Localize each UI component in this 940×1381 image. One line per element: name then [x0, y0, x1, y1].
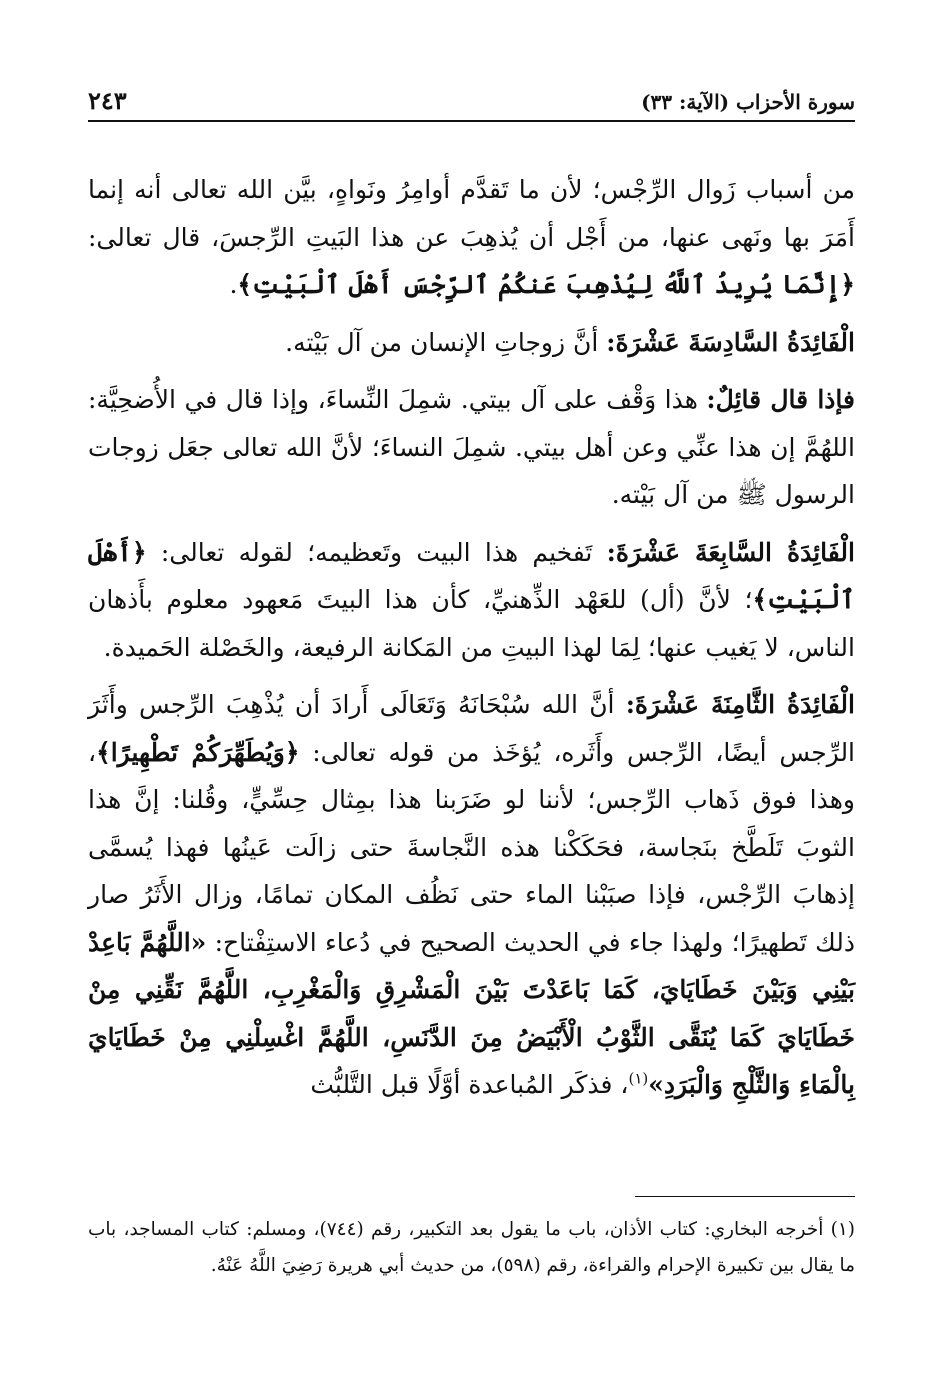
paragraph-text: أنَّ زوجاتِ الإنسان من آل بَيْته. — [285, 327, 607, 357]
hadith-quote: «اللَّهُمَّ بَاعِدْ بَيْنِي وَبَيْنَ خَطَايَايَ، كَمَا بَاعَدْتَ بَيْنَ الْمَشْرِقِ وَالْمَغْرِبِ، اللَّهُمَّ نَقِّنِي مِنْ خَطَايَايَ كَمَا يُنَقَّى الثَّوْبُ الْأَبْيَضُ مِنَ الدَّنَسِ، اللَّهُمَّ اغْسِلْنِي مِنْ خَطَايَايَ بِالْمَاءِ وَالثَّلْجِ وَالْبَرَدِ» — [88, 927, 855, 1099]
footnote-1: (١) أخرجه البخاري: كتاب الأذان، باب ما يقول بعد التكبير، رقم (٧٤٤)، ومسلم: كتاب المساجد، باب ما يقال بين تكبيرة الإحرام والقراءة، رقم (٥٩٨)، من حديث أبي هريرة رَضِيَ اللَّهُ عَنْهُ. — [88, 1219, 855, 1276]
page-header — [88, 84, 855, 122]
paragraph-text: تَفخيم هذا البيت وتَعظيمه؛ لقوله تعالى: — [146, 537, 607, 567]
paragraph-text: هذا وَقْف على آل بيتي. شمِلَ النِّساءَ، وإذا قال في الأُضحِيَّة: اللهُمَّ إن هذا عنِّي وعن أهل بيتي. شمِلَ النساءَ؛ لأنَّ الله تعالى جعَل زوجات الرسول ﷺ من آل بَيْته. — [88, 385, 855, 509]
main-text — [88, 166, 855, 1119]
paragraph-2 — [88, 319, 855, 367]
paragraph-text-continued: ، وهذا فوق ذَهاب الرِّجس؛ لأننا لو ضَرَبنا هذا بمِثال حِسِّيٍّ، وقُلنا: إنَّ هذا الثوبَ تَلَطَّخ بنَجاسة، فحَكَكْنا هذه النَّجاسةَ حتى زالَت عَينُها فهذا يُسمَّى إذهابَ الرِّجْس، فإذا صبَبْنا الماء حتى نَظُف المكان تمامًا، وزال الأَثَرُ صار ذلك تَطهيرًا؛ ولهذا جاء في الحديث الصحيح في دُعاء الاستِفْتاح: — [88, 737, 855, 957]
quran-verse: ﴿إِنَّمَا يُرِيدُ ٱللَّهُ لِيُذْهِبَ عَنكُمُ ٱلرِّجْسَ أَهْلَ ٱلْبَيْتِ﴾ — [237, 270, 855, 299]
benefit-heading-16: الْفَائِدَةُ السَّادِسَةَ عَشْرَةَ: — [606, 327, 855, 357]
page-number: ٢٤٣ — [88, 86, 127, 115]
footnotes — [88, 1212, 855, 1284]
paragraph-end: . — [229, 270, 238, 299]
quran-verse: ﴿أَهْلَ ٱلْبَيْتِ﴾ — [88, 537, 855, 614]
paragraph-3 — [88, 376, 855, 519]
footnote-divider — [635, 1196, 855, 1197]
paragraph-4 — [88, 529, 855, 672]
paragraph-text-continued: ؛ لأنَّ (أل) للعَهْد الذِّهنيِّ، كأن هذا البيتَ مَعهود معلوم بأَذهان الناس، لا يَغيب عنها؛ لِمَا لهذا البيتِ من المَكانة الرفيعة، والخَصْلة الحَميدة. — [88, 585, 855, 662]
objection-lead: فإذا قال قائِلٌ: — [706, 385, 855, 414]
paragraph-5 — [88, 681, 855, 1109]
paragraph-text: أنَّ الله سُبْحَانَهُ وَتَعَالَى أَرادَ أن يُذْهِبَ الرِّجس وأَثَرَ الرِّجس أيضًا، الرِّجس وأَثَره، يُؤخَذ من قوله تعالى: — [88, 690, 856, 767]
footnote-marker[interactable]: (١) — [628, 1069, 649, 1088]
paragraph-text: من أسباب زَوال الرِّجْس؛ لأن ما تَقدَّم أوامِرُ ونَواهٍ، بيَّن الله تعالى أنه إنما أَمَرَ بها ونَهى عنها، من أَجْل أن يُذهِبَ عن هذا البَيتِ الرِّجسَ، قال تعالى: — [88, 175, 855, 252]
running-title: سورة الأحزاب (الآية: ٣٣) — [641, 90, 855, 114]
paragraph-text-end: ، فذكَر المُباعدة أوَّلًا قبل التَّلبُّث — [310, 1070, 629, 1099]
paragraph-1 — [88, 166, 855, 309]
benefit-heading-17: الْفَائِدَةُ السَّابِعَةَ عَشْرَةَ: — [606, 537, 855, 567]
benefit-heading-18: الْفَائِدَةُ الثَّامِنَةَ عَشْرَةَ: — [625, 690, 855, 719]
quran-verse: ﴿وَيُطَهِّرَكُمْ تَطْهِيرًا﴾ — [96, 737, 300, 767]
